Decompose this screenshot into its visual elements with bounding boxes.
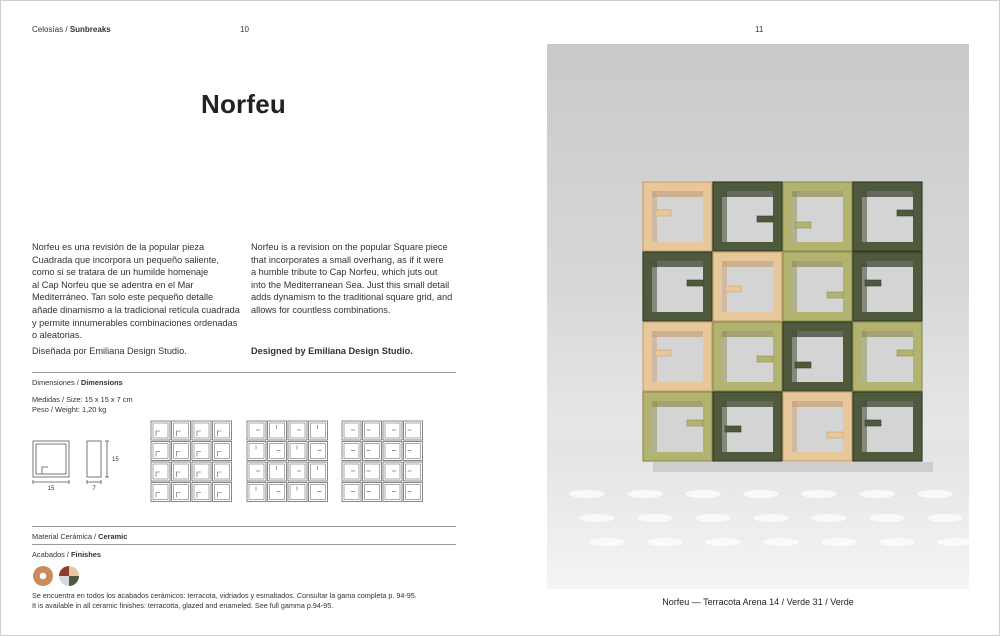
- block-inner-shade: [792, 401, 797, 452]
- light-spot: [869, 514, 905, 522]
- tile-inner: [194, 485, 209, 500]
- tile-tab: [177, 431, 181, 436]
- tile-tab: [156, 452, 160, 457]
- block-tab: [897, 350, 913, 356]
- tile-inner: [344, 444, 359, 459]
- tile-inner: [311, 423, 326, 438]
- page-number-right: 11: [755, 25, 764, 34]
- tile-outline: [404, 462, 423, 481]
- tile-outline: [151, 462, 170, 481]
- tile-outline: [268, 442, 287, 461]
- tile-outline: [151, 442, 170, 461]
- front-view-drawing: [33, 441, 69, 484]
- block-wall: [643, 182, 922, 461]
- tile-inner: [194, 423, 209, 438]
- tile-inner: [365, 423, 380, 438]
- tile-outline: [363, 462, 382, 481]
- glazed-swatch-icon: [59, 566, 79, 586]
- tile-outline: [404, 442, 423, 461]
- block-inner-shade: [792, 331, 797, 382]
- tile-outline: [309, 462, 328, 481]
- designer-credit-es: Diseñada por Emiliana Design Studio.: [32, 346, 187, 356]
- side-view-drawing: [87, 441, 109, 484]
- block-tab: [655, 210, 671, 216]
- tile-outline: [151, 483, 170, 502]
- tile-tab: [218, 452, 222, 457]
- block-inner-shade: [722, 401, 773, 407]
- tile-outline: [342, 462, 361, 481]
- material-label-en: Ceramic: [98, 532, 128, 541]
- block-inner-shade: [722, 331, 727, 382]
- divider: [32, 372, 456, 373]
- pattern-drawings: [151, 421, 423, 502]
- tile-inner: [249, 423, 264, 438]
- tile-outline: [383, 421, 402, 440]
- block-inner-shade: [722, 191, 727, 242]
- tile-outline: [247, 483, 266, 502]
- block-inner-shade: [652, 331, 703, 337]
- block-opening: [792, 191, 843, 242]
- tile-inner: [406, 485, 421, 500]
- photo-caption: Norfeu — Terracota Arena 14 / Verde 31 / Verde: [662, 597, 854, 607]
- block-tab: [865, 420, 881, 426]
- block-inner-shade: [652, 261, 703, 267]
- tile-inner: [153, 485, 168, 500]
- norfeu-block: [783, 322, 852, 391]
- section-breadcrumb: [32, 25, 111, 34]
- tile-inner: [406, 444, 421, 459]
- tile-outline: [363, 442, 382, 461]
- light-spot: [743, 490, 779, 498]
- tile-outline: [192, 483, 211, 502]
- light-spot: [859, 490, 895, 498]
- light-spot: [801, 490, 837, 498]
- side-height-label: 15: [112, 457, 119, 463]
- block-tab: [795, 222, 811, 228]
- tile-inner: [365, 485, 380, 500]
- tile-outline: [309, 442, 328, 461]
- block-inner-shade: [722, 331, 773, 337]
- tile-outline: [288, 421, 307, 440]
- norfeu-block: [713, 252, 782, 321]
- tile-inner: [385, 444, 400, 459]
- tile-inner: [290, 464, 305, 479]
- block-inner-shade: [652, 401, 703, 407]
- tile-outline: [288, 462, 307, 481]
- page-number-left: 10: [240, 25, 249, 34]
- norfeu-block: [643, 252, 712, 321]
- tile-outline: [172, 421, 191, 440]
- tile-tab: [218, 472, 222, 477]
- block-opening: [792, 331, 843, 382]
- tile-outline: [213, 462, 232, 481]
- block-inner-shade: [792, 401, 843, 407]
- size-text: Medidas / Size: 15 x 15 x 7 cm: [32, 395, 133, 404]
- tile-outline: [247, 421, 266, 440]
- tile-inner: [311, 464, 326, 479]
- tile-inner: [344, 464, 359, 479]
- designer-credit-en: Designed by Emiliana Design Studio.: [251, 346, 413, 356]
- tile-inner: [215, 423, 230, 438]
- tile-inner: [174, 423, 189, 438]
- tile-outline: [213, 421, 232, 440]
- description-es: Norfeu es una revisión de la popular pieza Cuadrada que incorpora un pequeño saliente, como si se tratara de un humilde homenaje al Cap Norfeu que se adentra en el Mar Mediterráneo. Tan solo este pequeño detalle añade dinamismo a la tradicional retícula cuadrada y permite innumerables combinaciones ordenadas o aleatorias.: [32, 242, 240, 341]
- tile-inner: [385, 464, 400, 479]
- tile-tab: [177, 472, 181, 477]
- tile-outline: [363, 483, 382, 502]
- norfeu-block: [643, 392, 712, 461]
- tile-inner: [385, 485, 400, 500]
- block-inner-shade: [792, 331, 843, 337]
- block-inner-shade: [862, 401, 867, 452]
- norfeu-block: [643, 182, 712, 251]
- light-spot: [569, 490, 605, 498]
- light-spot: [695, 514, 731, 522]
- block-tab: [757, 216, 773, 222]
- tile-inner: [270, 444, 285, 459]
- block-inner-shade: [862, 401, 913, 407]
- tile-outline: [309, 421, 328, 440]
- tile-outline: [268, 483, 287, 502]
- tile-outline: [342, 421, 361, 440]
- light-spot: [753, 514, 789, 522]
- block-inner-shade: [652, 191, 703, 197]
- pattern-grid-2: [247, 421, 328, 502]
- tile-inner: [406, 464, 421, 479]
- divider: [32, 526, 456, 527]
- block-inner-shade: [862, 261, 867, 312]
- tile-tab: [197, 431, 201, 436]
- block-opening: [652, 401, 703, 452]
- wall-shadow: [653, 462, 933, 472]
- tile-outline: [342, 442, 361, 461]
- block-inner-shade: [862, 191, 867, 242]
- tile-outline: [172, 442, 191, 461]
- tile-tab: [218, 431, 222, 436]
- material-heading: [32, 532, 127, 541]
- block-opening: [862, 191, 913, 242]
- tile-inner: [174, 464, 189, 479]
- tile-inner: [365, 444, 380, 459]
- tile-outline: [404, 483, 423, 502]
- terracotta-swatch-icon: [33, 566, 53, 586]
- finishes-note-en: It is available in all ceramic finishes: terracotta, glazed and enameled. See full gamma p.94-95.: [32, 600, 334, 610]
- finishes-note-es: Se encuentra en todos los acabados cerámicos: terracota, vidriados y esmaltados. Consultar la gama completa p. 94-95.: [32, 591, 417, 600]
- dimensions-heading: [32, 378, 123, 387]
- tile-outline: [288, 442, 307, 461]
- tile-inner: [215, 485, 230, 500]
- tile-outline: [192, 421, 211, 440]
- block-opening: [652, 261, 703, 312]
- tile-inner: [311, 485, 326, 500]
- pattern-grid-1: [151, 421, 232, 502]
- block-tab: [795, 362, 811, 368]
- block-inner-shade: [652, 191, 657, 242]
- tile-inner: [290, 485, 305, 500]
- light-spot: [927, 514, 963, 522]
- tile-inner: [153, 464, 168, 479]
- light-spot: [647, 538, 683, 546]
- tile-inner: [385, 423, 400, 438]
- tile-tab: [177, 452, 181, 457]
- tile-outline: [383, 462, 402, 481]
- tile-inner: [215, 464, 230, 479]
- tile-outline: [151, 421, 170, 440]
- norfeu-block: [783, 252, 852, 321]
- tile-inner: [290, 423, 305, 438]
- norfeu-block: [783, 182, 852, 251]
- light-spot: [879, 538, 915, 546]
- dimensions-label-es: Dimensiones /: [32, 378, 79, 387]
- block-inner-shade: [652, 261, 657, 312]
- tile-inner: [194, 464, 209, 479]
- tile-tab: [197, 452, 201, 457]
- side-depth-label: 7: [92, 486, 96, 492]
- block-tab: [687, 420, 703, 426]
- tile-inner: [365, 464, 380, 479]
- block-tab: [827, 292, 843, 298]
- technical-drawings: [29, 415, 459, 515]
- tile-inner: [344, 423, 359, 438]
- finishes-label-es: Acabados /: [32, 550, 69, 559]
- block-opening: [792, 401, 843, 452]
- finishes-note: [32, 591, 417, 610]
- block-tab: [655, 350, 671, 356]
- light-spot: [763, 538, 799, 546]
- tile-outline: [363, 421, 382, 440]
- tile-inner: [194, 444, 209, 459]
- divider: [32, 544, 456, 545]
- section-label-en: Sunbreaks: [69, 25, 111, 34]
- block-inner-shade: [862, 331, 867, 382]
- tile-inner: [153, 423, 168, 438]
- tile-tab: [156, 493, 160, 498]
- block-tab: [687, 280, 703, 286]
- block-inner-shade: [792, 261, 797, 312]
- block-opening: [862, 261, 913, 312]
- tile-tab: [197, 472, 201, 477]
- tile-outline: [404, 421, 423, 440]
- tile-outline: [213, 442, 232, 461]
- tile-outline: [213, 483, 232, 502]
- product-photo: [547, 44, 969, 589]
- material-label-es: Material Cerámica /: [32, 532, 97, 541]
- light-spot: [821, 538, 857, 546]
- norfeu-block: [643, 322, 712, 391]
- tile-tab: [156, 472, 160, 477]
- tile-outline: [247, 442, 266, 461]
- tile-outline: [192, 442, 211, 461]
- tile-inner: [311, 444, 326, 459]
- block-inner-shade: [792, 261, 843, 267]
- block-inner-shade: [722, 191, 773, 197]
- block-inner-shade: [722, 261, 773, 267]
- tile-inner: [270, 423, 285, 438]
- light-spot: [637, 514, 673, 522]
- block-tab: [897, 210, 913, 216]
- light-spot: [579, 514, 615, 522]
- norfeu-block: [853, 182, 922, 251]
- tile-inner: [153, 444, 168, 459]
- block-inner-shade: [862, 191, 913, 197]
- tile-tab: [177, 493, 181, 498]
- block-opening: [862, 331, 913, 382]
- tile-tab: [156, 431, 160, 436]
- block-inner-shade: [792, 191, 797, 242]
- norfeu-block: [783, 392, 852, 461]
- block-tab: [827, 432, 843, 438]
- norfeu-block: [713, 392, 782, 461]
- tile-inner: [270, 464, 285, 479]
- norfeu-block: [713, 182, 782, 251]
- tile-inner: [406, 423, 421, 438]
- finishes-heading: [32, 550, 101, 559]
- norfeu-block: [713, 322, 782, 391]
- tile-outline: [342, 483, 361, 502]
- tile-outline: [247, 462, 266, 481]
- block-tab: [725, 426, 741, 432]
- tile-inner: [344, 485, 359, 500]
- block-tab: [865, 280, 881, 286]
- tile-tab: [218, 493, 222, 498]
- pattern-grid-3: [342, 421, 423, 502]
- dimensions-label-en: Dimensions: [80, 378, 123, 387]
- finishes-label-en: Finishes: [71, 550, 102, 559]
- block-opening: [862, 401, 913, 452]
- block-inner-shade: [862, 331, 913, 337]
- light-spot: [811, 514, 847, 522]
- block-tab: [725, 286, 741, 292]
- light-spot: [917, 490, 953, 498]
- block-inner-shade: [792, 191, 843, 197]
- tile-inner: [215, 444, 230, 459]
- measurements: [32, 395, 133, 415]
- light-spot: [685, 490, 721, 498]
- description-en: Norfeu is a revision on the popular Square piece that incorporates a small overhang, as if it were a humble tribute to Cap Norfeu, which juts out into the Mediterranean Sea. Just this small detail adds dynamism to the traditional square grid, and allows for countless combinations.: [251, 242, 453, 315]
- block-inner-shade: [652, 331, 657, 382]
- light-spot: [627, 490, 663, 498]
- tile-inner: [174, 444, 189, 459]
- tile-outline: [288, 483, 307, 502]
- tile-outline: [268, 421, 287, 440]
- norfeu-block: [853, 322, 922, 391]
- block-opening: [792, 261, 843, 312]
- block-inner-shade: [652, 401, 657, 452]
- light-spot: [589, 538, 625, 546]
- light-spot: [705, 538, 741, 546]
- weight-text: Peso / Weight: 1,20 kg: [32, 405, 107, 414]
- tile-outline: [192, 462, 211, 481]
- norfeu-block: [853, 392, 922, 461]
- tile-inner: [270, 485, 285, 500]
- tile-inner: [249, 485, 264, 500]
- norfeu-block: [853, 252, 922, 321]
- tile-inner: [290, 444, 305, 459]
- section-label-es: Celosías /: [32, 25, 68, 34]
- tile-inner: [249, 464, 264, 479]
- tile-outline: [172, 483, 191, 502]
- front-width-label: 15: [47, 486, 55, 492]
- block-tab: [757, 356, 773, 362]
- tile-inner: [174, 485, 189, 500]
- tile-outline: [172, 462, 191, 481]
- product-title: Norfeu: [201, 89, 286, 119]
- block-opening: [652, 331, 703, 382]
- tile-outline: [268, 462, 287, 481]
- tile-inner: [249, 444, 264, 459]
- photo-canvas: [547, 44, 969, 589]
- tile-outline: [383, 442, 402, 461]
- block-inner-shade: [862, 261, 913, 267]
- tile-outline: [383, 483, 402, 502]
- tile-tab: [197, 493, 201, 498]
- block-opening: [652, 191, 703, 242]
- tile-outline: [309, 483, 328, 502]
